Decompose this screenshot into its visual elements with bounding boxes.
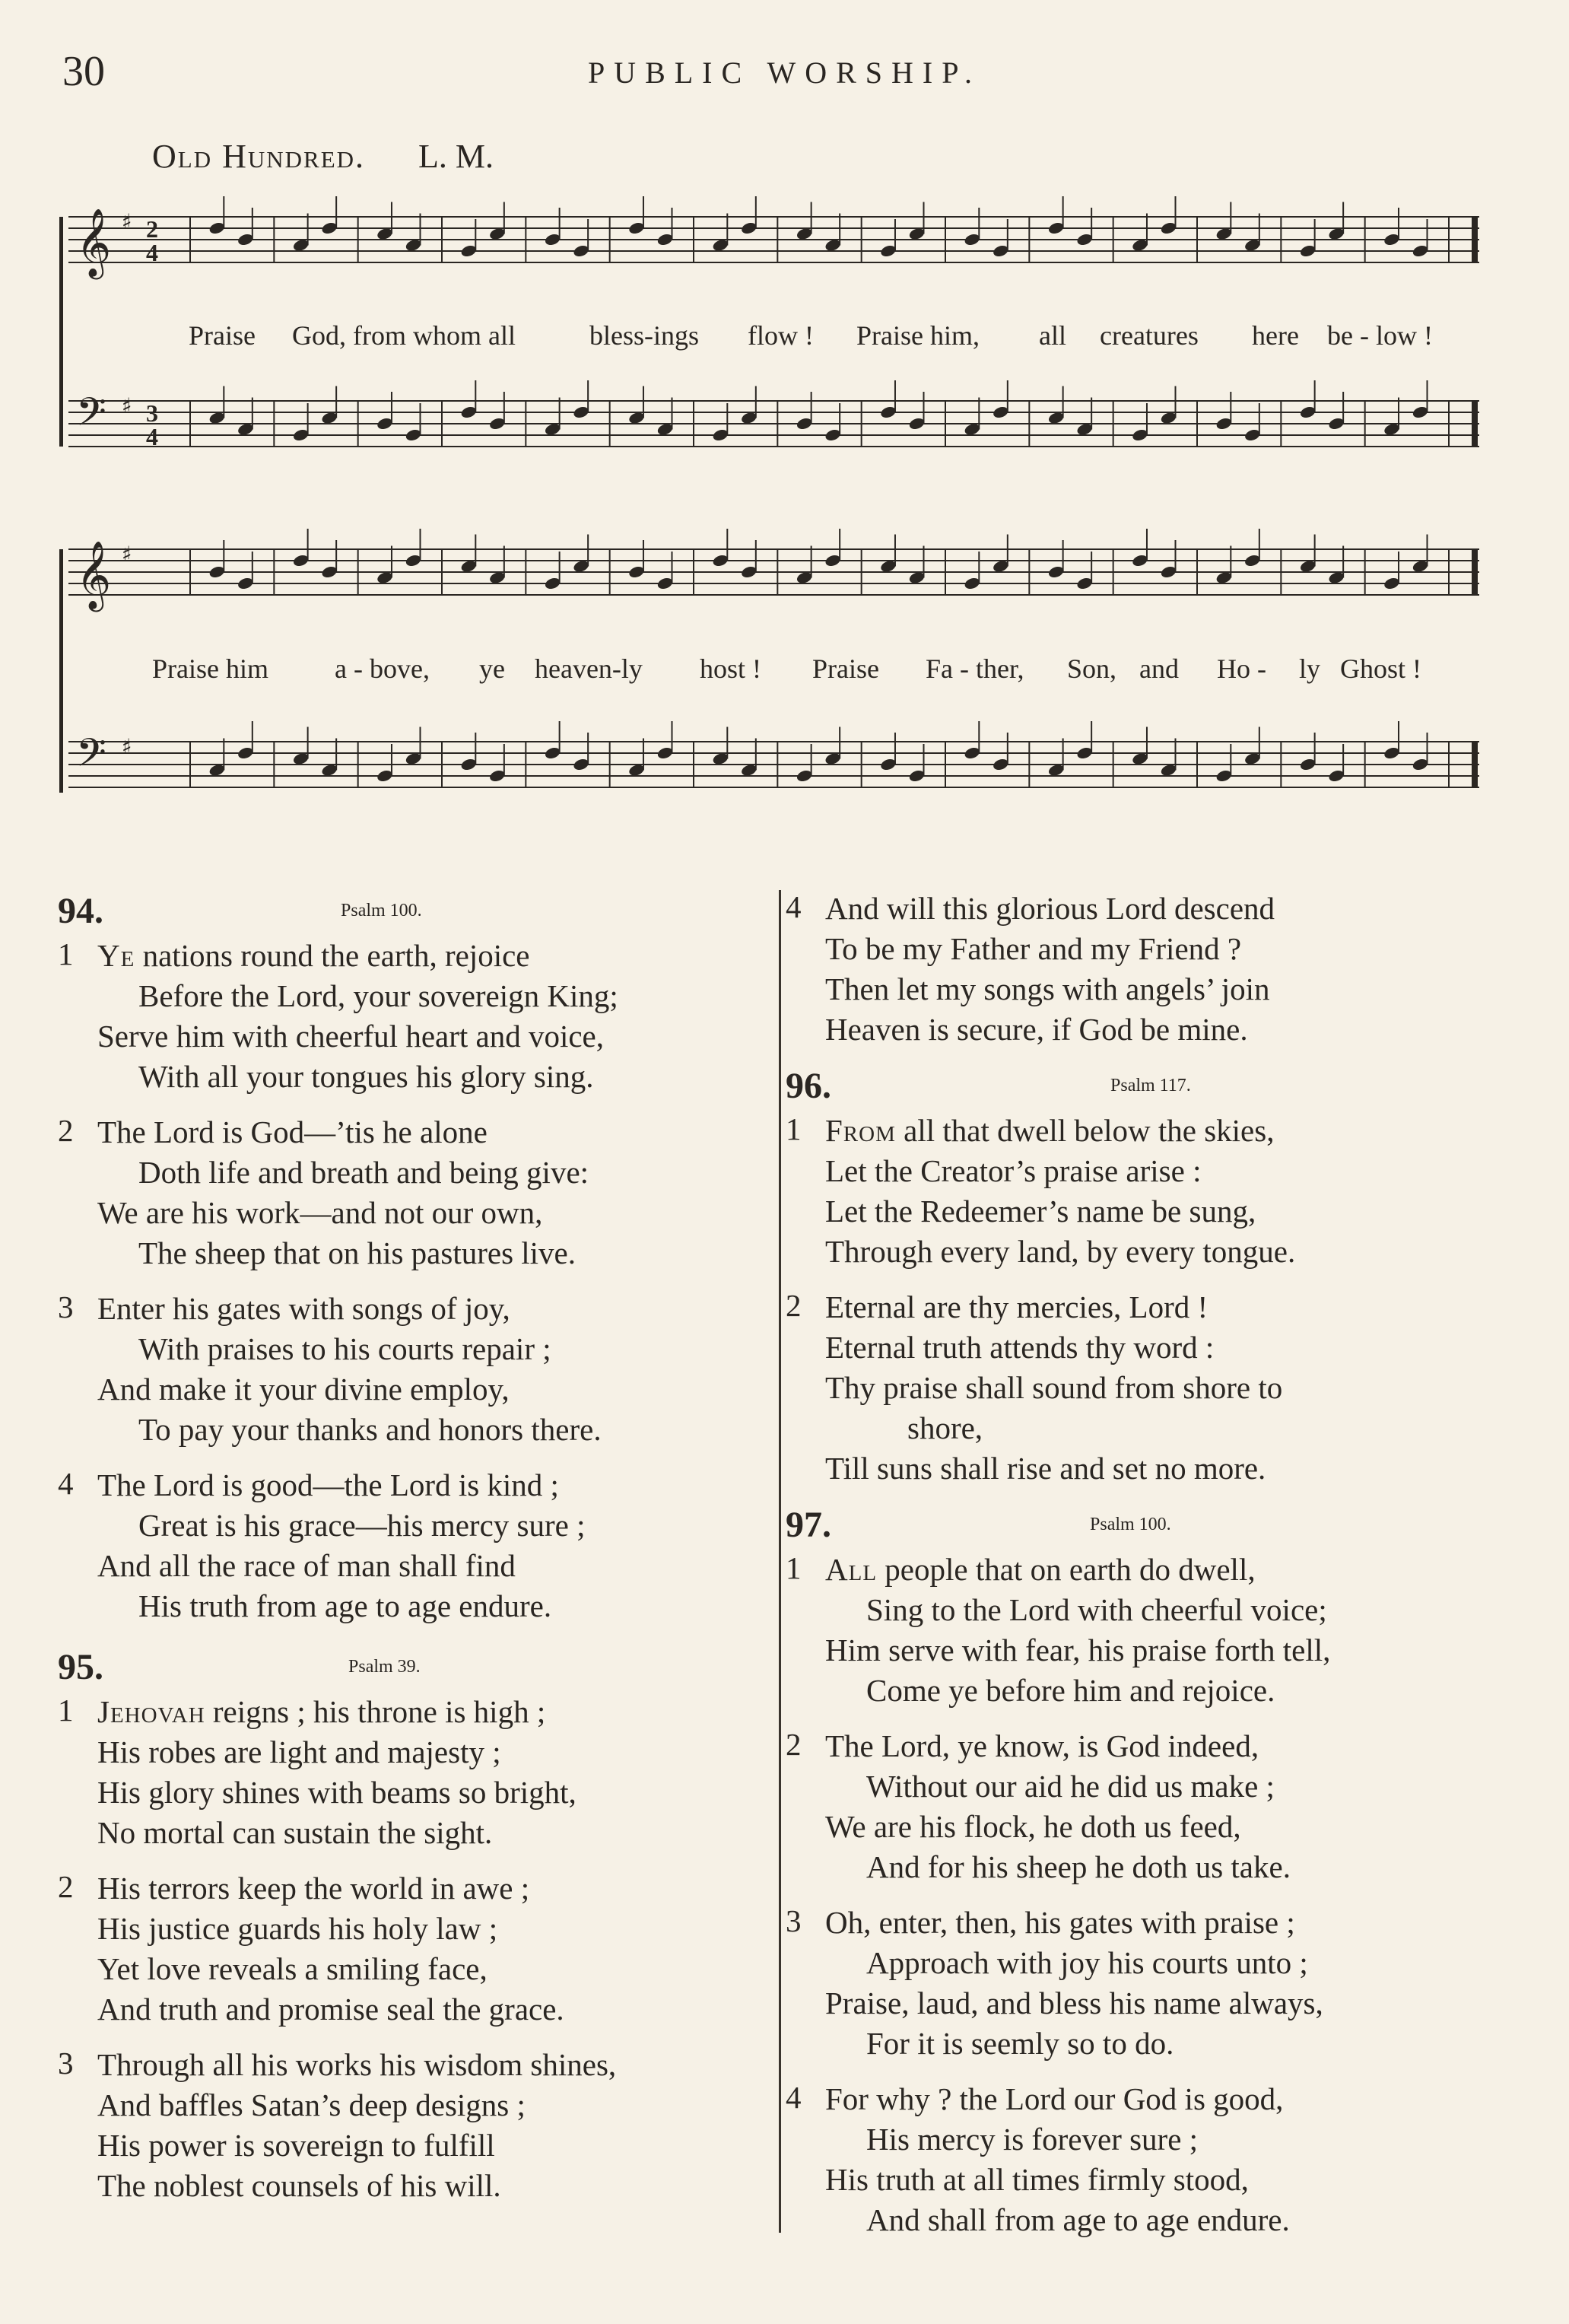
verse-line — [58, 1692, 788, 1732]
verse-line: Let the Redeemer’s name be sung, — [825, 1194, 1256, 1229]
stanza-number: 3 — [58, 2046, 74, 2081]
stanza — [58, 1868, 788, 2030]
hymn-number: 94. — [58, 891, 103, 931]
verse-line — [58, 936, 788, 976]
verse-line: The sheep that on his pastures live. — [138, 1235, 576, 1270]
lyric-syllable: flow ! — [748, 320, 814, 351]
verse-line: His terrors keep the world in awe ; — [97, 1871, 530, 1906]
hymn-header — [786, 1065, 1516, 1111]
verse-line: And shall from age to age endure. — [866, 2202, 1290, 2237]
final-bar-line — [1472, 549, 1478, 595]
verse-line: Before the Lord, your sovereign King; — [138, 978, 618, 1013]
first-word: From — [825, 1113, 896, 1148]
key-signature-sharp-icon: ♯ — [122, 542, 132, 567]
stanza-number: 1 — [58, 936, 74, 971]
lyric-syllable: Praise — [812, 653, 879, 684]
verse-line: The Lord is good—the Lord is kind ; — [97, 1467, 559, 1502]
lyric-syllable: here — [1252, 320, 1299, 351]
final-bar-line — [1472, 217, 1478, 262]
stanza — [58, 1465, 788, 1626]
left-column — [58, 890, 788, 2221]
music-score — [0, 0, 1569, 852]
key-signature-sharp-icon: ♯ — [122, 209, 132, 234]
verse-line: Oh, enter, then, his gates with praise ; — [825, 1905, 1295, 1940]
stanza — [786, 1287, 1516, 1489]
verse-line: To pay your thanks and honors there. — [138, 1412, 602, 1447]
stanza-number: 2 — [58, 1113, 74, 1148]
verse-line: With praises to his courts repair ; — [138, 1331, 551, 1366]
lyric-syllable: a - bove, — [335, 653, 430, 684]
stanza-number: 4 — [58, 1466, 74, 1501]
time-signature-bottom: 4 — [146, 239, 158, 266]
verse-line: His glory shines with beams so bright, — [97, 1775, 576, 1810]
stanza — [786, 1111, 1516, 1272]
verse-line: His truth at all times firmly stood, — [825, 2162, 1249, 2197]
verse-line: For why ? the Lord our God is good, — [825, 2081, 1284, 2116]
stanza — [58, 1112, 788, 1273]
verse-line: His mercy is forever sure ; — [866, 2122, 1199, 2157]
right-column — [786, 889, 1516, 2256]
hymn-number: 95. — [58, 1647, 103, 1687]
verse-line: Till suns shall rise and set no more. — [825, 1451, 1266, 1486]
first-word: Jehovah — [97, 1694, 205, 1729]
verse-line: Then let my songs with angels’ join — [825, 971, 1270, 1006]
stanza — [786, 889, 1516, 1050]
lyric-syllable: creatures — [1100, 320, 1199, 351]
hymn-number: 97. — [786, 1505, 831, 1545]
treble-clef-icon: 𝄞 — [76, 208, 112, 277]
verse-line: Praise, laud, and bless his name always, — [825, 1985, 1323, 2020]
verse-line: His truth from age to age endure. — [138, 1588, 552, 1623]
tune-meter: L. M. — [418, 138, 494, 175]
lyric-syllable: Praise him, — [856, 320, 980, 351]
verse-line: Him serve with fear, his praise forth tell, — [825, 1633, 1331, 1667]
verse-line: Through every land, by every tongue. — [825, 1234, 1296, 1269]
lyric-syllable: Son, — [1067, 653, 1117, 684]
stanza — [58, 1289, 788, 1450]
verse-line: The noblest counsels of his will. — [97, 2168, 501, 2203]
verse-line: Enter his gates with songs of joy, — [97, 1291, 510, 1326]
system-brace — [59, 217, 63, 447]
verse-line: And will this glorious Lord descend — [825, 891, 1275, 926]
verse-line: We are his flock, he doth us feed, — [825, 1809, 1241, 1844]
verse-line: His power is sovereign to fulfill — [97, 2128, 495, 2163]
hymn-header — [786, 1504, 1516, 1550]
time-signature-top: 3 — [146, 399, 158, 427]
stanza-number: 1 — [786, 1111, 802, 1146]
stanza-number: 1 — [58, 1693, 74, 1728]
stanza — [58, 936, 788, 1097]
lyric-syllable: Praise him — [152, 653, 268, 684]
verse-line: Serve him with cheerful heart and voice, — [97, 1019, 604, 1054]
final-bar-line — [1472, 401, 1478, 447]
verse-line: The Lord, ye know, is God indeed, — [825, 1728, 1259, 1763]
stanza-number: 2 — [786, 1727, 802, 1762]
verse-line-text: reigns ; his throne is high ; — [205, 1694, 546, 1729]
verse-line: Without our aid he did us make ; — [866, 1769, 1275, 1804]
stanza-number: 3 — [786, 1903, 802, 1938]
verse-line: And make it your divine employ, — [97, 1372, 510, 1407]
stanza-number: 4 — [786, 889, 802, 924]
verse-line: Eternal truth attends thy word : — [825, 1330, 1215, 1365]
verse-line: Eternal are thy mercies, Lord ! — [825, 1289, 1209, 1324]
key-signature-sharp-icon: ♯ — [122, 393, 132, 418]
lyric-syllable: host ! — [700, 653, 761, 684]
verse-line: To be my Father and my Friend ? — [825, 931, 1242, 966]
verse-line: And all the race of man shall find — [97, 1548, 516, 1583]
stanza — [58, 1692, 788, 1853]
lyric-syllable: bless-ings — [589, 320, 699, 351]
stanza — [786, 1903, 1516, 2064]
first-word: All — [825, 1552, 878, 1587]
lyric-syllable: heaven-ly — [535, 653, 643, 684]
treble-clef-icon: 𝄞 — [76, 541, 112, 609]
verse-line: shore, — [907, 1410, 983, 1445]
verse-line-text: people that on earth do dwell, — [877, 1552, 1256, 1587]
key-signature-sharp-icon: ♯ — [122, 734, 132, 759]
verse-line: Approach with joy his courts unto ; — [866, 1945, 1308, 1980]
stanza-number: 2 — [786, 1288, 802, 1323]
psalm-reference: Psalm 100. — [341, 901, 422, 920]
verse-line: For it is seemly so to do. — [866, 2026, 1174, 2061]
verse-line: His justice guards his holy law ; — [97, 1911, 498, 1946]
stanza-number: 1 — [786, 1550, 802, 1585]
psalm-reference: Psalm 39. — [348, 1657, 421, 1677]
stanza-number: 4 — [786, 2080, 802, 2115]
final-bar-line — [1472, 742, 1478, 787]
lyric-syllable: Fa - ther, — [926, 653, 1024, 684]
page-number: 30 — [62, 48, 105, 95]
stanza-number: 2 — [58, 1869, 74, 1904]
verse-line: Yet love reveals a smiling face, — [97, 1951, 488, 1986]
lyric-syllable: ye — [479, 653, 505, 684]
verse-line: And for his sheep he doth us take. — [866, 1849, 1291, 1884]
verse-line: Come ye before him and rejoice. — [866, 1673, 1275, 1708]
verse-line: With all your tongues his glory sing. — [138, 1059, 594, 1094]
stanza — [786, 1550, 1516, 1711]
lyric-syllable: be - low ! — [1327, 320, 1433, 351]
verse-line: The Lord is God—’tis he alone — [97, 1114, 488, 1149]
verse-line: We are his work—and not our own, — [97, 1195, 543, 1230]
system-brace — [59, 549, 63, 793]
lyric-syllable: Ghost ! — [1340, 653, 1421, 684]
tune-name: Old Hundred. — [152, 138, 366, 175]
verse-line: Through all his works his wisdom shines, — [97, 2047, 617, 2082]
verse-line-text: all that dwell below the skies, — [895, 1113, 1275, 1148]
hymn-header — [58, 890, 788, 936]
verse-line — [786, 1550, 1516, 1590]
verse-line: Thy praise shall sound from shore to — [825, 1370, 1283, 1405]
stanza — [786, 1726, 1516, 1887]
verse-line: No mortal can sustain the sight. — [97, 1815, 493, 1850]
hymn-header — [58, 1646, 788, 1692]
verse-line: Heaven is secure, if God be mine. — [825, 1012, 1248, 1047]
verse-line: And baffles Satan’s deep designs ; — [97, 2087, 526, 2122]
lyric-syllable: ly — [1299, 653, 1321, 684]
bass-clef-icon: 𝄢 — [76, 730, 106, 785]
lyric-syllable: all — [1039, 320, 1066, 351]
verse-line: Great is his grace—his mercy sure ; — [138, 1508, 586, 1543]
running-head: PUBLIC WORSHIP. — [587, 56, 982, 90]
verse-line: Sing to the Lord with cheerful voice; — [866, 1592, 1327, 1627]
verse-line: His robes are light and majesty ; — [97, 1734, 501, 1769]
first-word: Ye — [97, 938, 135, 973]
bass-clef-icon: 𝄢 — [76, 389, 106, 444]
verse-line-text: nations round the earth, rejoice — [135, 938, 530, 973]
stanza-number: 3 — [58, 1289, 74, 1324]
lyric-syllable: Praise — [189, 320, 256, 351]
psalm-reference: Psalm 100. — [1090, 1515, 1171, 1534]
verse-line: And truth and promise seal the grace. — [97, 1992, 564, 2027]
stanza — [786, 2079, 1516, 2240]
time-signature-top: 2 — [146, 215, 158, 243]
lyric-syllable: and — [1139, 653, 1179, 684]
time-signature-bottom: 4 — [146, 423, 158, 450]
psalm-reference: Psalm 117. — [1110, 1076, 1191, 1095]
verse-line: Doth life and breath and being give: — [138, 1155, 589, 1190]
lyric-syllable: Ho - — [1217, 653, 1266, 684]
verse-line: Let the Creator’s praise arise : — [825, 1153, 1202, 1188]
verse-line — [786, 1111, 1516, 1151]
lyric-syllable: God, from whom all — [292, 320, 516, 351]
hymn-number: 96. — [786, 1066, 831, 1106]
stanza — [58, 2045, 788, 2206]
